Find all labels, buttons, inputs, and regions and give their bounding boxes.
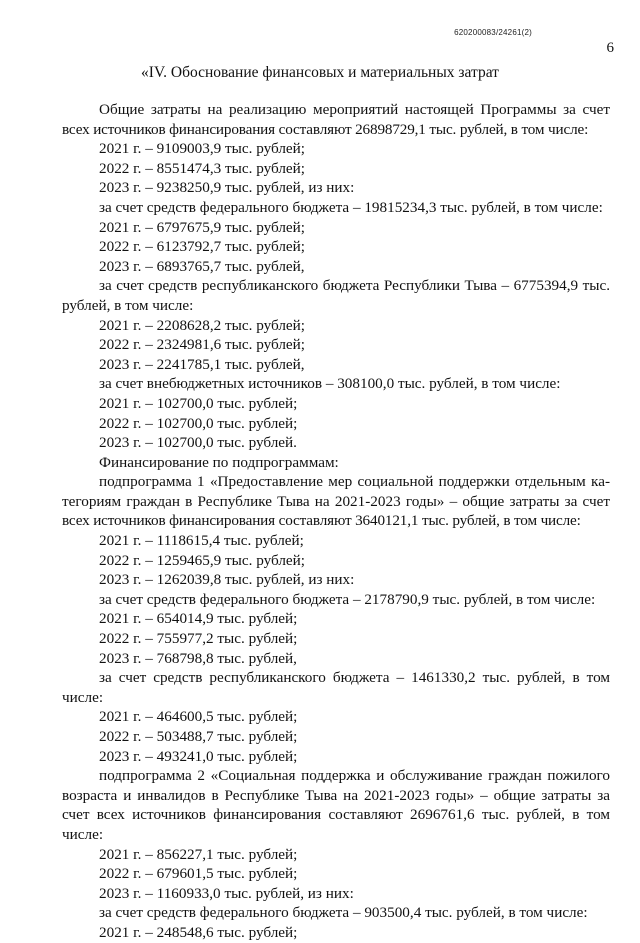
year-line: 2023 г. – 493241,0 тыс. рублей; — [99, 747, 298, 765]
year-line: 2023 г. – 768798,8 тыс. рублей, — [99, 649, 297, 667]
year-line: 2023 г. – 1160933,0 тыс. рублей, из них: — [99, 884, 354, 902]
paragraph-line: Финансирование по подпрограммам: — [99, 453, 339, 471]
year-line: 2023 г. – 6893765,7 тыс. рублей, — [99, 257, 305, 275]
year-line: 2021 г. – 102700,0 тыс. рублей; — [99, 394, 298, 412]
paragraph-line: тегориям граждан в Республике Тыва на 2021-2023 годы» – общие затраты за счет — [62, 492, 610, 510]
paragraph-line: числе: — [62, 688, 104, 706]
year-line: 2022 г. – 679601,5 тыс. рублей; — [99, 865, 298, 883]
paragraph-line: подпрограмма 2 «Социальная поддержка и обслуживание граждан пожилого — [99, 767, 610, 785]
paragraph-line: счет всех источников финансирования составляют 2696761,6 тыс. рублей, в том — [62, 806, 610, 824]
paragraph-line: Общие затраты на реализацию мероприятий настоящей Программы за счет — [99, 101, 610, 118]
paragraph-line: за счет средств республиканского бюджета – 1461330,2 тыс. рублей, в том — [99, 669, 610, 687]
year-line: 2021 г. – 464600,5 тыс. рублей; — [99, 708, 298, 726]
paragraph-line: возраста и инвалидов в Республике Тыва на 2021-2023 годы» – общие затраты за — [62, 786, 610, 804]
year-line: 2021 г. – 9109003,9 тыс. рублей; — [99, 140, 305, 158]
year-line: 2021 г. – 6797675,9 тыс. рублей; — [99, 218, 305, 236]
paragraph-line: всех источников финансирования составляют 3640121,1 тыс. рублей, в том числе: — [62, 512, 581, 530]
year-line: 2022 г. – 503488,7 тыс. рублей; — [99, 728, 298, 745]
year-line: 2022 г. – 1259465,9 тыс. рублей; — [99, 551, 305, 569]
year-line: 2023 г. – 1262039,8 тыс. рублей, из них: — [99, 571, 355, 589]
paragraph-line: подпрограмма 1 «Предоставление мер социальной поддержки отдельным ка- — [99, 473, 610, 491]
section-heading: «IV. Обоснование финансовых и материальных затрат — [141, 64, 499, 81]
year-line: 2022 г. – 102700,0 тыс. рублей; — [99, 414, 298, 432]
year-line: 2021 г. – 2208628,2 тыс. рублей; — [99, 316, 305, 334]
year-line: 2021 г. – 856227,1 тыс. рублей; — [99, 845, 298, 863]
paragraph-line: за счет средств республиканского бюджета Республики Тыва – 6775394,9 тыс. — [99, 277, 610, 295]
paragraph-line: всех источников финансирования составляют 26898729,1 тыс. рублей, в том числе: — [62, 120, 589, 138]
year-line: 2023 г. – 2241785,1 тыс. рублей, — [99, 355, 305, 373]
year-line: 2022 г. – 755977,2 тыс. рублей; — [99, 630, 298, 648]
year-line: 2021 г. – 248548,6 тыс. рублей; — [99, 923, 298, 941]
year-line: 2022 г. – 6123792,7 тыс. рублей; — [99, 238, 305, 256]
year-line: 2021 г. – 654014,9 тыс. рублей; — [99, 610, 298, 628]
year-line: 2023 г. – 9238250,9 тыс. рублей, из них: — [99, 179, 355, 197]
paragraph-line: за счет внебюджетных источников – 308100,0 тыс. рублей, в том числе: — [99, 375, 561, 393]
document-body — [62, 100, 610, 943]
page-number: 6 — [606, 40, 614, 56]
year-line: 2023 г. – 102700,0 тыс. рублей. — [99, 434, 297, 452]
paragraph-line: за счет средств федерального бюджета – 903500,4 тыс. рублей, в том числе: — [99, 904, 588, 922]
paragraph-line: числе: — [62, 825, 104, 843]
paragraph-line: рублей, в том числе: — [62, 296, 194, 314]
year-line: 2022 г. – 2324981,6 тыс. рублей; — [99, 336, 305, 354]
paragraph-line: за счет средств федерального бюджета – 2178790,9 тыс. рублей, в том числе: — [99, 590, 596, 608]
document-id: 620200083/24261(2) — [454, 28, 532, 37]
year-line: 2022 г. – 8551474,3 тыс. рублей; — [99, 159, 305, 177]
year-line: 2021 г. – 1118615,4 тыс. рублей; — [99, 532, 304, 550]
paragraph-line: за счет средств федерального бюджета – 19815234,3 тыс. рублей, в том числе: — [99, 198, 603, 216]
